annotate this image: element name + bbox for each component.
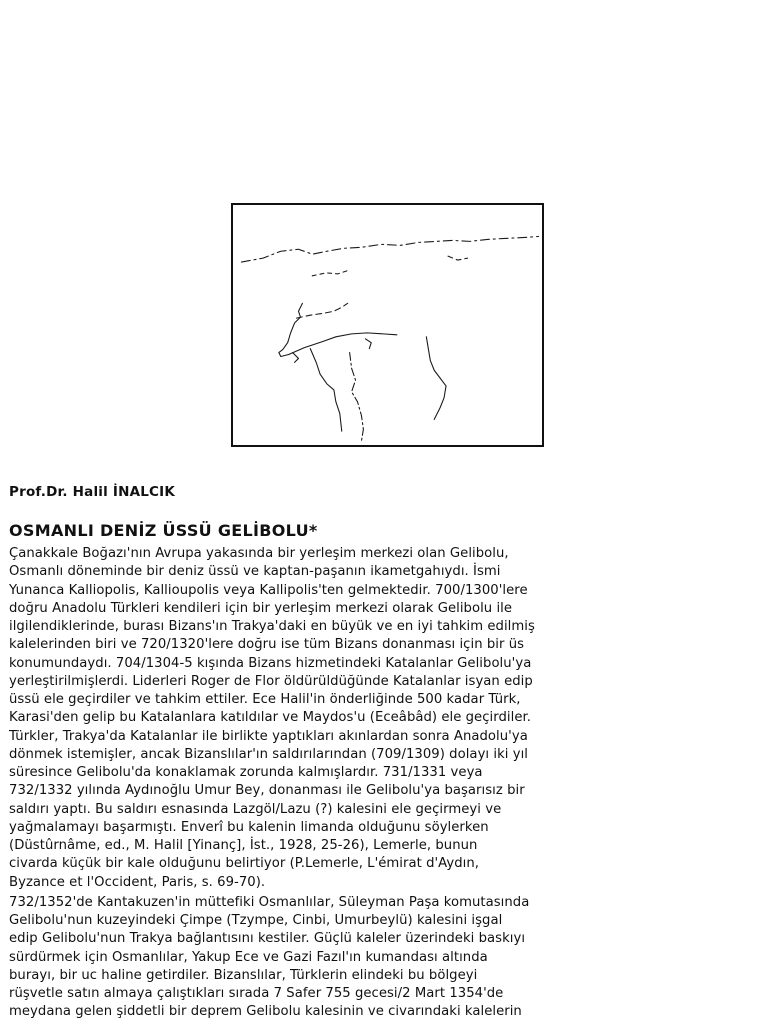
text-line: saldırı yaptı. Bu saldırı esnasında Lazgöl/Lazu (?) kalesini ele geçirmeyi ve (9, 801, 502, 817)
text-line: Karasi'den gelip bu Katalanlara katıldılar ve Maydos'u (Eceâbâd) ele geçirdiler. (9, 710, 531, 726)
asian-coast (310, 349, 341, 432)
text-line: Yunanca Kalliopolis, Kallioupolis veya Kallipolis'ten gelmektedir. 700/1300'lere (9, 582, 528, 598)
text-line: meydana gelen şiddetli bir deprem Gelibolu kalesinin ve civarındaki kalelerin (9, 1004, 522, 1020)
text-line: edip Gelibolu'nun Trakya bağlantısını kestiler. Güçlü kaleler üzerindeki baskıyı (9, 931, 526, 947)
eastern-small-line (448, 256, 468, 260)
text-line: dönmek istemişler, ancak Bizanslılar'ın saldırılarından (709/1309) dolayı iki yıl (9, 746, 529, 762)
article-title: OSMANLI DENİZ ÜSSÜ GELİBOLU* (9, 521, 318, 540)
inner-coast-dashed (350, 353, 364, 442)
small-inlet (293, 353, 299, 363)
text-line: ilgilendiklerinde, burası Bizans'ın Trakya'daki en büyük ve en iyi tahkim edilmiş (9, 619, 535, 634)
coastline-map-illustration (233, 205, 542, 445)
text-line: 732/1332 yılında Aydınoğlu Umur Bey, donanması ile Gelibolu'ya başarısız bir (9, 783, 525, 799)
text-line: kalelerinden biri ve 720/1320'lere doğru ise tüm Bizans donanması için bir üs (9, 637, 525, 653)
text-line: sürdürmek için Osmanlılar, Yakup Ece ve Gazi Fazıl'ın kumandası altında (9, 949, 488, 965)
peninsula-western-coast (279, 303, 303, 356)
map-figure (231, 203, 544, 447)
text-line: civarda küçük bir kale olduğunu belirtiyor (P.Lemerle, L'émirat d'Aydın, (9, 856, 479, 872)
text-line: burayı, bir uc haline getirdiler. Bizanslılar, Türklerin elindeki bu bölgeyi (9, 967, 478, 983)
paragraph (9, 894, 763, 1022)
peninsula-short-dash (312, 270, 349, 276)
text-line: yağmalamayı başarmıştı. Enverî bu kalenin limanda olduğunu söylerken (9, 819, 489, 835)
text-line: süresince Gelibolu'da konaklamak zorunda kalmışlardır. 731/1331 veya (9, 765, 483, 780)
upper-coastline (241, 236, 538, 262)
eastern-coast (426, 337, 446, 420)
article-body (9, 545, 763, 1024)
text-line: üssü ele geçirdiler ve tahkim ettiler. Ece Halil'in önderliğinde 500 kadar Türk, (9, 692, 521, 707)
paragraph (9, 545, 763, 892)
text-line: yerleştirilmişlerdi. Liderleri Roger de Flor öldürüldüğünde Katalanlar isyan edip (9, 673, 533, 689)
peninsula-inner-line (297, 303, 348, 318)
author-name: Prof.Dr. Halil İNALCIK (9, 484, 176, 500)
text-line: Çanakkale Boğazı'nın Avrupa yakasında bir yerleşim merkezi olan Gelibolu, (9, 546, 509, 561)
text-line: (Düstûrnâme, ed., M. Halil [Yinanç], İst., 1928, 25-26), Lemerle, bunun (9, 838, 478, 853)
text-line: Gelibolu'nun kuzeyindeki Çimpe (Tzympe, Cinbi, Umurbeylü) kalesini işgal (9, 913, 503, 928)
text-line: konumundaydı. 704/1304-5 kışında Bizans hizmetindeki Katalanlar Gelibolu'ya (9, 655, 532, 671)
text-line: doğru Anadolu Türkleri kendileri için bir yerleşim merkezi olarak Gelibolu ile (9, 600, 513, 616)
text-line: 732/1352'de Kantakuzen'in müttefiki Osmanlılar, Süleyman Paşa komutasında (9, 894, 530, 910)
strait-line (289, 333, 397, 355)
text-line: Byzance et l'Occident, Paris, s. 69-70). (9, 874, 266, 890)
text-line: rüşvetle satın almaya çalıştıkları sırada 7 Safer 755 gecesi/2 Mart 1354'de (9, 986, 504, 1001)
small-inlet-2 (365, 339, 371, 349)
text-line: Osmanlı döneminde bir deniz üssü ve kaptan-paşanın ikametgahıydı. İsmi (9, 564, 501, 580)
text-line: Türkler, Trakya'da Katalanlar ile birlikte yaptıkları akınlardan sonra Anadolu'ya (9, 728, 528, 744)
